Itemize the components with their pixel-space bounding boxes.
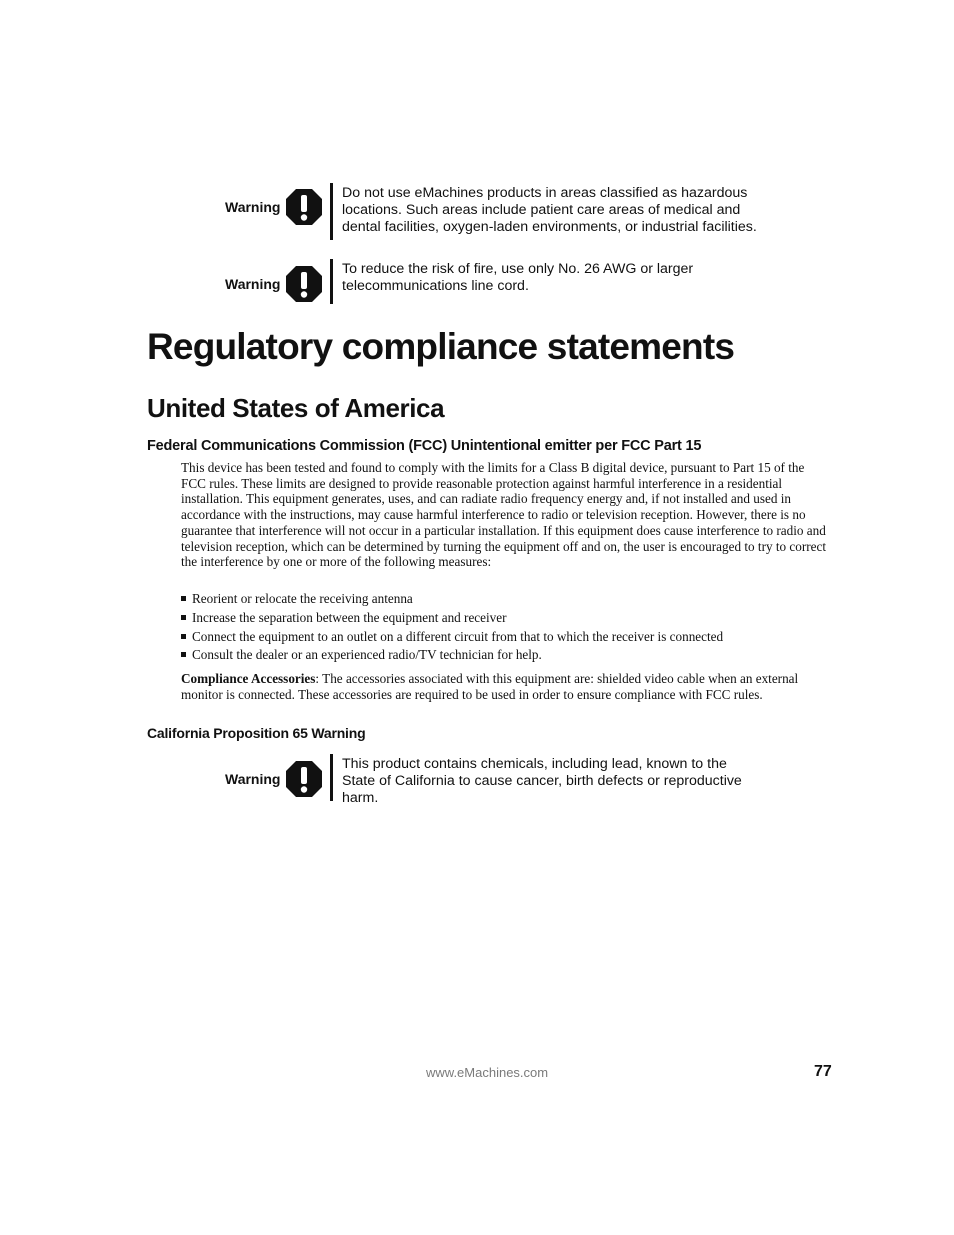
page-title: Regulatory compliance statements	[147, 326, 735, 367]
warning-label: Warning	[225, 276, 281, 292]
warning-icon	[285, 188, 323, 226]
warning-divider	[330, 183, 333, 240]
warning-divider	[330, 259, 333, 304]
fcc-heading: Federal Communications Commission (FCC) Unintentional emitter per FCC Part 15	[147, 438, 702, 454]
warning-text: To reduce the risk of fire, use only No. 26 AWG or larger telecommunications line cord.	[342, 261, 694, 294]
compliance-accessories-label: Compliance Accessories	[181, 671, 316, 686]
warning-icon	[285, 760, 323, 798]
compliance-accessories-text: : The accessories associated with this equipment are: shielded video cable when an external monitor is connected. These accessories are required to be used in order to ensure compliance with FCC rules.	[181, 671, 799, 702]
list-item: Connect the equipment to an outlet on a different circuit from that to which the receiver is connected	[181, 628, 821, 647]
page-number: 77	[814, 1063, 832, 1080]
warning-label: Warning	[225, 199, 281, 215]
fcc-measures-list	[181, 590, 821, 665]
compliance-accessories-paragraph	[181, 671, 829, 702]
section-heading-usa: United States of America	[147, 393, 445, 423]
california-heading: California Proposition 65 Warning	[147, 725, 366, 741]
bullet-icon	[181, 596, 186, 601]
footer-url: www.eMachines.com	[426, 1065, 549, 1080]
fcc-paragraph: This device has been tested and found to comply with the limits for a Class B digital device, pursuant to Part 15 of the FCC rules. These limits are designed to provide reasonable protection against harmful interference in a residential installation. This equipment generates, uses, and can radiate radio frequency energy and, if not installed and used in accordance with the instructions, may cause harmful interference to radio or television reception. However, there is no guarantee that interference will not occur in a particular installation. If this equipment does cause interference to radio and television reception, which can be determined by turning the equipment off and on, the user is encouraged to try to correct the interference by one or more of the following measures:	[181, 460, 827, 570]
bullet-icon	[181, 652, 186, 657]
warning-text: Do not use eMachines products in areas classified as hazardous locations. Such areas include patient care areas of medical and dental facilities, oxygen-laden environments, or industrial facilities.	[342, 185, 757, 235]
bullet-icon	[181, 634, 186, 639]
warning-text: This product contains chemicals, including lead, known to the State of California to cause cancer, birth defects or reproductive harm.	[342, 756, 742, 806]
warning-divider	[330, 754, 333, 801]
list-item: Reorient or relocate the receiving antenna	[181, 590, 821, 609]
warning-icon	[285, 265, 323, 303]
list-item: Increase the separation between the equipment and receiver	[181, 609, 821, 628]
warning-label: Warning	[225, 771, 281, 787]
list-item: Consult the dealer or an experienced radio/TV technician for help.	[181, 646, 821, 665]
bullet-icon	[181, 615, 186, 620]
